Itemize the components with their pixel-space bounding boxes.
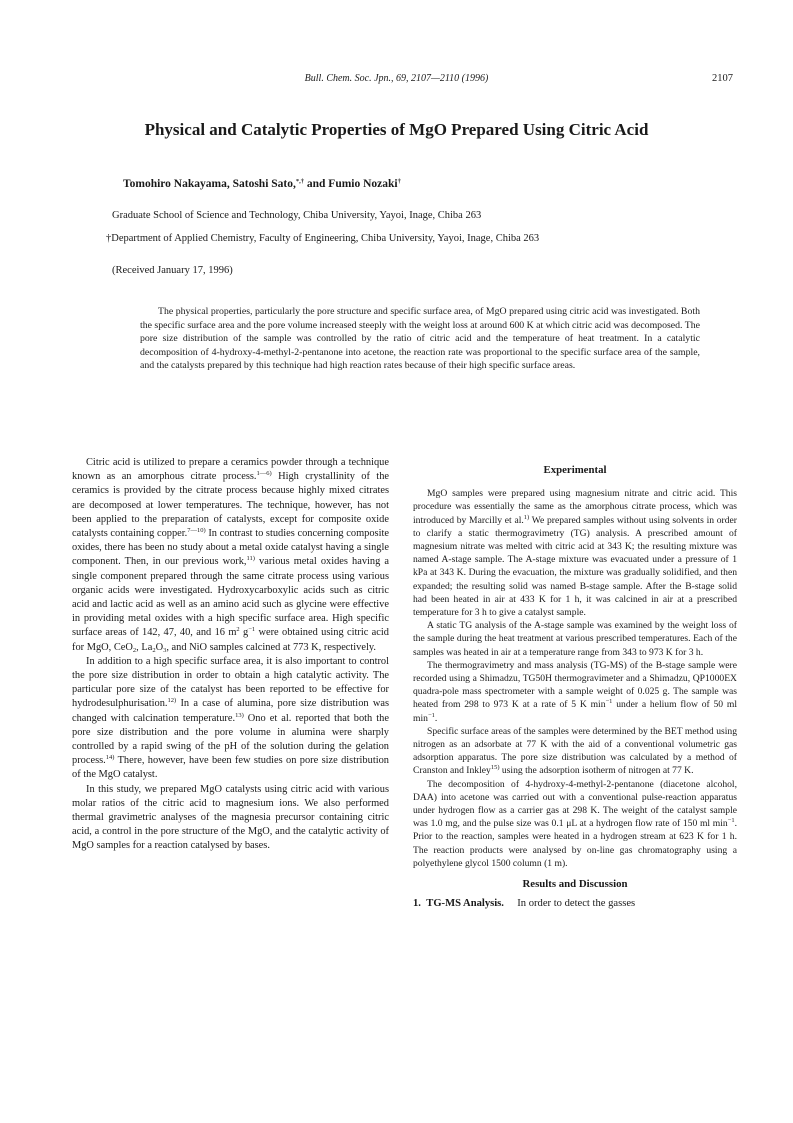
page-number: 2107 — [712, 73, 733, 84]
paper-title: Physical and Catalytic Properties of MgO Prepared Using Citric Acid — [144, 120, 649, 139]
author-3: and Fumio Nozaki — [304, 178, 398, 190]
experimental-paragraph-3: The thermogravimetry and mass analysis (TG-MS) of the B-stage sample were recorded using a Shimadzu, TG50H thermogravimeter and a Shimadzu, QP1000EX quadra-pole mass spectrometer with a sample weight of 0.025 g. The sample was heated from 298 to 973 K at a rate of 5 K $\min^{-1}$ under a helium flow of 50 ml $\min^{-1}$. — [413, 659, 737, 724]
intro-paragraph-3: In this study, we prepared MgO catalysts using citric acid with various molar ratios of the citric acid to magnesium ions. We also performed thermal gravimetric analyses of the magnesia precursor containing citric acid, a control in the pore structure of the MgO, and the catalytic activity of MgO samples for a reaction catalysed by bases. — [72, 783, 389, 852]
experimental-paragraph-5: The decomposition of 4-hydroxy-4-methyl-2-pentanone (diacetone alcohol, DAA) into acetone was carried out with a conventional pulse-reaction apparatus under hydrogen flow as a carrier gas at 298 K. The weight of the catalyst sample was 1.0 mg, and the pulse size was 0.1 μL at a hydrogen flow rate of 150 ml $\min^{-1}$. Prior to the reaction, samples were heated in a hydrogen stream at 623 K for 1 h. The reaction products were analysed by on-line gas chromatography using a polyethylene glycol 1500 column (1 m). — [413, 778, 737, 869]
citation-ref: 13) — [235, 711, 244, 719]
section-heading-experimental: Experimental — [543, 464, 607, 476]
experimental-paragraph-2: A static TG analysis of the A-stage sample was examined by the weight loss of the sample during the heat treatment at various prescribed temperatures. Each of the samples was heated in air at a temperature range from 343 to 973 K for 3 h. — [413, 620, 737, 658]
citation-ref: 15) — [490, 764, 500, 772]
right-column — [413, 458, 737, 911]
subsection-number: 1. — [413, 898, 421, 910]
citation-ref: 1—6) — [256, 470, 272, 478]
citation-ref: 1) — [523, 513, 530, 521]
author-1: Tomohiro Nakayama, — [123, 178, 233, 190]
intro-paragraph-2: In addition to a high specific surface area, it is also important to control the pore size distribution in order to obtain a high catalytic activity. The particular pore size of the catalyst has been reported to be effective for hydrodesulphurisation.$^{12)}$ In a case of alumina, pore size distribution was changed with calcination temperature.$^{13)}$ Ono et al. reported that both the pore size distribution and the pore volume in alumina were sharply controlled by a rapid swing of the pH of the solution during the gelation process.$^{14)}$ There, however, have been few studies on pore size distribution of the MgO catalyst. — [72, 655, 389, 781]
intro-paragraph-1: Citric acid is utilized to prepare a ceramics powder through a technique known as an amorphous citrate process.$^{1—6)}$ High crystallinity of the ceramics is provided by the citrate process because highly mixed citrates are decomposed at lower temperatures. The technique, however, has not been applied to the preparation of catalysts, except for composite oxide catalysts containing copper.$^{7—10)}$ In contrast to studies concerning composite oxides, there has been no study about a metal oxide catalyst having a single component. Then, in our previous work,$^{11)}$ various metal oxides having a single component prepared through the same citrate process using various organic acids were investigated. Hydroxycarboxylic acids such as citric acid and lactic acid as well as an amino acid such as glycine were effective in providing metal oxides with a high specific surface area. High specific surface areas of 142, 47, 40, and 16 $m^2$ $g^{-1}$ were obtained using citric acid for MgO, CeO$_2$, $La_2O_3$, and NiO samples calcined at 773 K, respectively. — [72, 457, 389, 654]
author-2: Satoshi Sato, — [232, 178, 296, 190]
experimental-paragraph-1: MgO samples were prepared using magnesium nitrate and citric acid. This procedure was essentially the same as the amorphous citrate process, which was introduced by Marcilly et al.$^{1)}$ We prepared samples without using solvents in order to clarify a static thermogravimetry (TG) analysis. A prescribed amount of magnesium nitrate was melted with citric acid at 343 K; the resulting mixture was named A-stage sample. The A-stage mixture was evacuated under a pressure of 1 kPa at 343 K. During the evacuation, the mixture was gradually solidified, and then expanded; the resulting solid was named B-stage sample. After the B-stage solid had been heated in air at 433 K for 1 h, it was calcined in air at a prescribed temperature for 3 h to give a catalyst sample. — [413, 488, 737, 619]
experimental-paragraph-4: Specific surface areas of the samples were determined by the BET method using nitrogen as an adsorbate at 77 K with the aid of a conventional volumetric gas adsorption apparatus. The pore size distribution was calculated by a method of Cranston and Inkley$^{15)}$ using the adsorption isotherm of nitrogen at 77 K. — [413, 725, 737, 777]
author-list — [123, 178, 401, 190]
citation-ref: 11) — [246, 555, 255, 563]
abstract: The physical properties, particularly the pore structure and specific surface area, of MgO prepared using citric acid was investigated. Both the specific surface area and the pore volume increased steeply with the weight loss at around 600 K at which citric acid was decomposed. The pore size distribution of the sample was controlled by the ratio of citric acid and the temperature of heat treatment. In a catalytic decomposition of 4-hydroxy-4-methyl-2-pentanone into acetone, the reaction rate was proportional to the specific surface area of the sample, and the catalysts prepared by this technique had high reaction rates because of their high specific surface areas. — [140, 306, 700, 371]
subsection-tg-ms — [413, 897, 737, 910]
received-date: (Received January 17, 1996) — [112, 265, 233, 276]
citation-ref: 14) — [105, 754, 115, 762]
citation-ref: 12) — [167, 697, 177, 705]
journal-citation: Bull. Chem. Soc. Jpn., 69, 2107—2110 (1996) — [304, 73, 489, 84]
left-column — [72, 456, 389, 854]
affiliation-1: Graduate School of Science and Technology, Chiba University, Yayoi, Inage, Chiba 263 — [112, 210, 482, 221]
citation-ref: 7—10) — [187, 527, 206, 535]
author-2-mark: *,† — [295, 178, 304, 185]
affiliation-2: †Department of Applied Chemistry, Faculty of Engineering, Chiba University, Yayoi, Inage, Chiba 263 — [106, 233, 540, 244]
section-heading-results: Results and Discussion — [522, 878, 628, 891]
author-3-mark: † — [397, 178, 401, 185]
subsection-text: In order to detect the gasses — [517, 898, 636, 910]
subsection-title: TG-MS Analysis. — [426, 898, 504, 910]
